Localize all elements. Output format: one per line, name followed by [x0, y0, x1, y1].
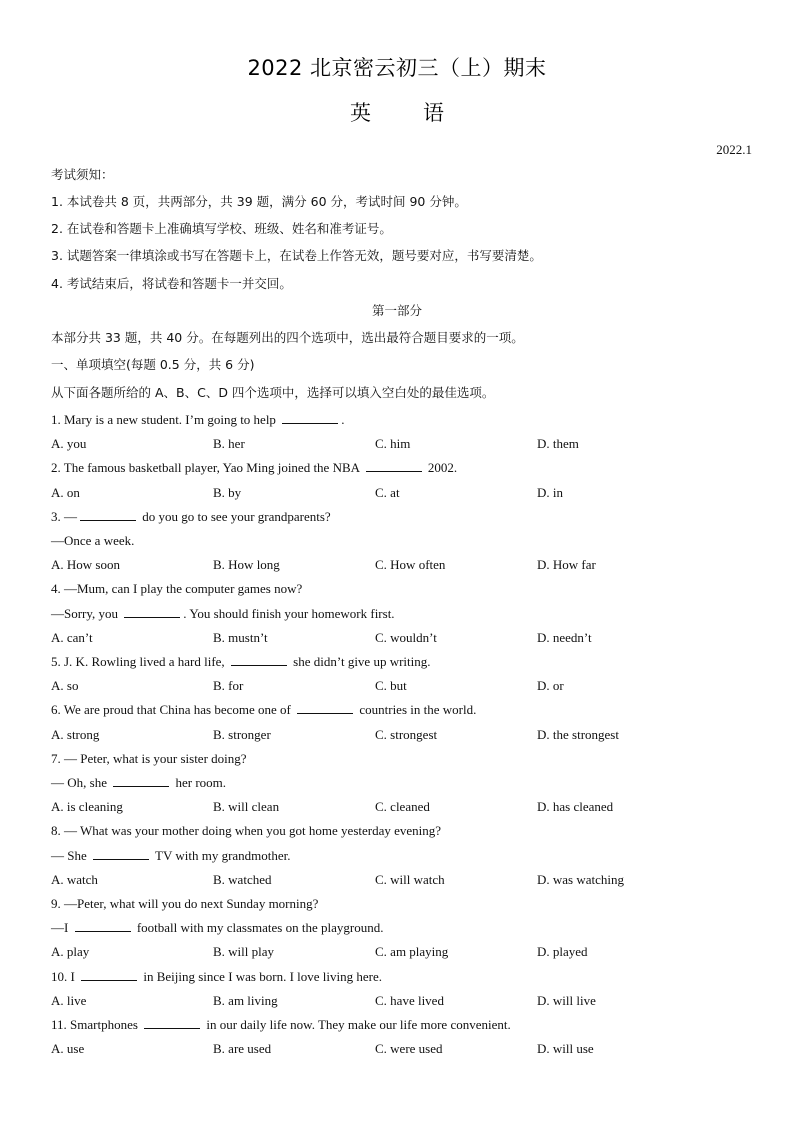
option-a: A. watch	[51, 871, 98, 887]
question-9-options	[51, 944, 751, 960]
option-d: D. has cleaned	[537, 799, 614, 815]
question-11-options	[51, 1041, 751, 1057]
option-c: C. strongest	[375, 726, 438, 742]
question-text: .	[341, 412, 345, 427]
answer-blank	[282, 412, 338, 424]
option-a: A. live	[51, 992, 87, 1008]
question-2-options	[51, 485, 751, 501]
option-b: B. am living	[213, 992, 278, 1008]
answer-blank	[75, 920, 131, 932]
option-d: D. How far	[537, 557, 596, 573]
option-b: B. stronger	[213, 726, 271, 742]
option-c: C. have lived	[375, 992, 444, 1008]
question-9-line-1	[51, 896, 318, 912]
question-7-options	[51, 799, 751, 815]
option-a: A. use	[51, 1041, 85, 1057]
question-10-line-1	[51, 969, 382, 985]
subject-char-2: 语	[423, 101, 444, 125]
option-c: C. wouldn’t	[375, 629, 437, 645]
question-7-line-2	[51, 775, 226, 791]
question-text: — She	[51, 847, 90, 863]
option-d: D. will live	[537, 992, 596, 1008]
option-b: B. are used	[213, 1041, 272, 1057]
question-text: —I	[51, 920, 72, 936]
option-b: B. for	[213, 678, 244, 694]
answer-blank	[231, 654, 287, 666]
option-d: D. in	[537, 484, 563, 500]
option-c: C. him	[375, 436, 411, 452]
option-d: D. will use	[537, 1041, 594, 1057]
question-1-options	[51, 436, 751, 452]
answer-blank	[124, 606, 180, 618]
answer-blank	[113, 775, 169, 787]
answer-blank	[297, 702, 353, 714]
option-a: A. strong	[51, 726, 100, 742]
question-text: in our daily life now. They make our life more convenient.	[203, 1017, 511, 1032]
question-text: 9. —Peter, what will you do next Sunday morning?	[51, 896, 319, 911]
question-5-line-1	[51, 654, 431, 670]
question-8-line-1	[51, 823, 441, 839]
notice-heading: 考试须知：	[51, 167, 114, 182]
option-a: A. How soon	[51, 557, 120, 573]
option-a: A. play	[51, 944, 90, 960]
part-intro: 本部分共 33 题，共 40 分。在每题列出的四个选项中，选出最符合题目要求的一项。	[51, 330, 524, 345]
option-b: B. watched	[213, 871, 272, 887]
question-text: football with my classmates on the playground.	[133, 920, 384, 936]
question-text: in Beijing since I was born. I love living here.	[140, 968, 382, 984]
answer-blank	[81, 969, 137, 981]
question-text: 1. Mary is a new student. I’m going to help	[51, 412, 280, 427]
option-b: B. How long	[213, 557, 280, 573]
option-b: B. will play	[213, 944, 275, 960]
question-8-options	[51, 872, 751, 888]
question-3-options	[51, 557, 751, 573]
section-title: 一、单项填空(每题 0.5 分，共 6 分)	[51, 357, 255, 372]
option-c: C. cleaned	[375, 799, 430, 815]
notice-item-1: 1. 本试卷共 8 页，共两部分，共 39 题，满分 60 分，考试时间 90 分钟。	[51, 194, 467, 209]
section-instruction: 从下面各题所给的 A、B、C、D 四个选项中，选择可以填入空白处的最佳选项。	[51, 385, 495, 400]
question-3-line-1	[51, 509, 331, 525]
question-7-line-1	[51, 751, 247, 767]
option-a: A. can’t	[51, 629, 93, 645]
option-d: D. them	[537, 436, 579, 452]
question-text: 2002.	[424, 460, 458, 476]
question-text: — Oh, she	[51, 775, 111, 790]
question-text: 6. We are proud that China has become one of	[51, 702, 295, 718]
option-d: D. played	[537, 944, 588, 960]
option-d: D. the strongest	[537, 726, 619, 742]
question-4-line-1	[51, 581, 302, 597]
notice-item-4: 4. 考试结束后，将试卷和答题卡一并交回。	[51, 276, 292, 291]
question-text: —Sorry, you	[51, 605, 122, 621]
exam-date: 2022.1	[716, 142, 752, 157]
option-b: B. will clean	[213, 799, 280, 815]
question-6-line-1	[51, 702, 476, 718]
question-5-options	[51, 678, 751, 694]
question-text: 11. Smartphones	[51, 1017, 142, 1032]
part-title: 第一部分	[371, 303, 422, 318]
question-8-line-2	[51, 848, 291, 864]
question-text: TV with my grandmother.	[152, 847, 291, 863]
option-d: D. or	[537, 678, 564, 694]
question-2-line-1	[51, 460, 457, 476]
option-c: C. How often	[375, 557, 446, 573]
option-c: C. were used	[375, 1041, 443, 1057]
option-c: C. am playing	[375, 944, 449, 960]
question-3-line-2	[51, 533, 134, 549]
option-c: C. but	[375, 678, 407, 694]
notice-item-3: 3. 试题答案一律填涂或书写在答题卡上，在试卷上作答无效，题号要对应，书写要清楚。	[51, 248, 542, 263]
option-a: A. on	[51, 484, 80, 500]
question-text: countries in the world.	[356, 702, 477, 718]
question-text: 7. — Peter, what is your sister doing?	[51, 750, 247, 766]
question-4-line-2	[51, 606, 395, 622]
question-text: . You should finish your homework first.	[183, 605, 395, 621]
subject-char-1: 英	[350, 101, 371, 125]
option-b: B. her	[213, 436, 245, 452]
option-c: C. will watch	[375, 871, 445, 887]
option-c: C. at	[375, 484, 400, 500]
answer-blank	[366, 460, 422, 472]
question-10-options	[51, 993, 751, 1009]
question-text: 5. J. K. Rowling lived a hard life,	[51, 654, 228, 669]
question-text: 2. The famous basketball player, Yao Ming joined the NBA	[51, 460, 363, 476]
answer-blank	[93, 848, 149, 860]
answer-blank	[144, 1017, 200, 1029]
answer-blank	[80, 509, 136, 521]
question-text: 10. I	[51, 968, 79, 984]
question-text: her room.	[172, 775, 227, 790]
subject-title	[0, 97, 794, 127]
question-text: do you go to see your grandparents?	[139, 508, 331, 524]
question-text: 4. —Mum, can I play the computer games now?	[51, 581, 303, 597]
option-b: B. mustn’t	[213, 629, 268, 645]
question-1-line-1	[51, 412, 344, 428]
option-a: A. so	[51, 678, 79, 694]
question-text: —Once a week.	[51, 533, 135, 548]
option-b: B. by	[213, 484, 242, 500]
question-4-options	[51, 630, 751, 646]
notice-item-2: 2. 在试卷和答题卡上准确填写学校、班级、姓名和准考证号。	[51, 221, 392, 236]
question-text: she didn’t give up writing.	[289, 654, 431, 669]
question-text: 8. — What was your mother doing when you got home yesterday evening?	[51, 823, 442, 839]
option-d: D. needn’t	[537, 629, 592, 645]
question-6-options	[51, 727, 751, 743]
exam-title: 2022 北京密云初三（上）期末	[247, 56, 547, 80]
option-a: A. you	[51, 436, 87, 452]
question-11-line-1	[51, 1017, 511, 1033]
question-9-line-2	[51, 920, 383, 936]
option-a: A. is cleaning	[51, 799, 123, 815]
option-d: D. was watching	[537, 871, 625, 887]
question-text: 3. —	[51, 508, 77, 524]
